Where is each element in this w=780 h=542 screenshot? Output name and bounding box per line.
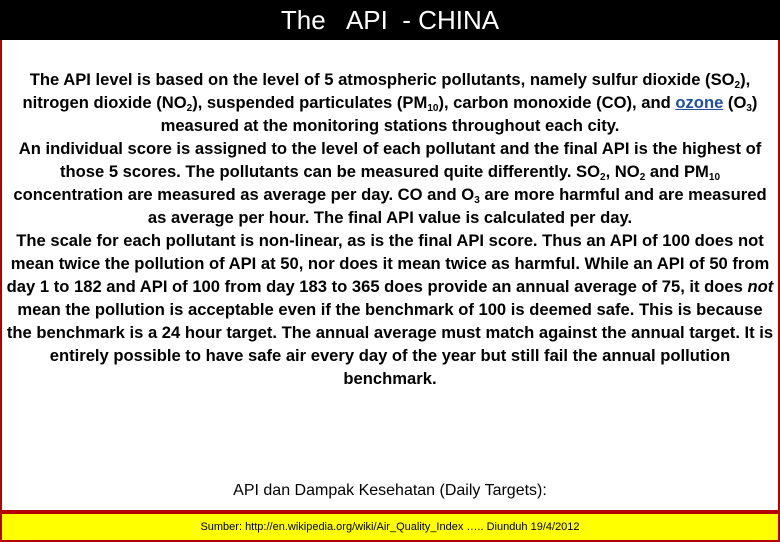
paragraph-pollutants: The API level is based on the level of 5 atmospheric pollutants, namely sulfur dioxide $(SO_2)$, nitrogen dioxide $(NO_2)$, suspended particulates $(PM_{10})$, carbon monoxide (CO), and ozone $(O_3)$ measured at the monitoring stations throughout each city. (22, 70, 758, 135)
section-subtitle: API dan Dampak Kesehatan (Daily Targets): (233, 482, 547, 499)
paragraph-scoring: An individual score is assigned to the level of each pollutant and the final API is the highest of those 5 scores. The pollutants can be measured quite differently. $SO_2$, $NO_2$ and $PM_{10}$ concentration are measured as average per day. CO and $O_3$ are more harmful and are measured as average per hour. The final API value is calculated per day. (13, 139, 767, 227)
slide-title: The API - CHINA (0, 0, 780, 40)
ozone-link[interactable]: ozone (675, 93, 724, 112)
paragraph-scale: The scale for each pollutant is non-linear, as is the final API score. Thus an API of 100 does not mean twice the pollution of API at 50, nor does it mean twice as harmful. While an API of 50 from day 1 to 182 and API of 100 from day 183 to 365 does provide an annual average of 75, it does not mean the pollution is acceptable even if the benchmark of 100 is deemed safe. This is because the benchmark is a 24 hour target. The annual average must match against the annual target. It is entirely possible to have safe air every day of the year but still fail the annual pollution benchmark. (6, 231, 774, 388)
source-bar (0, 512, 780, 542)
body-text (6, 68, 774, 390)
source-text: Sumber: http://en.wikipedia.org/wiki/Air_Quality_Index ….. Diunduh 19/4/2012 (200, 521, 580, 533)
